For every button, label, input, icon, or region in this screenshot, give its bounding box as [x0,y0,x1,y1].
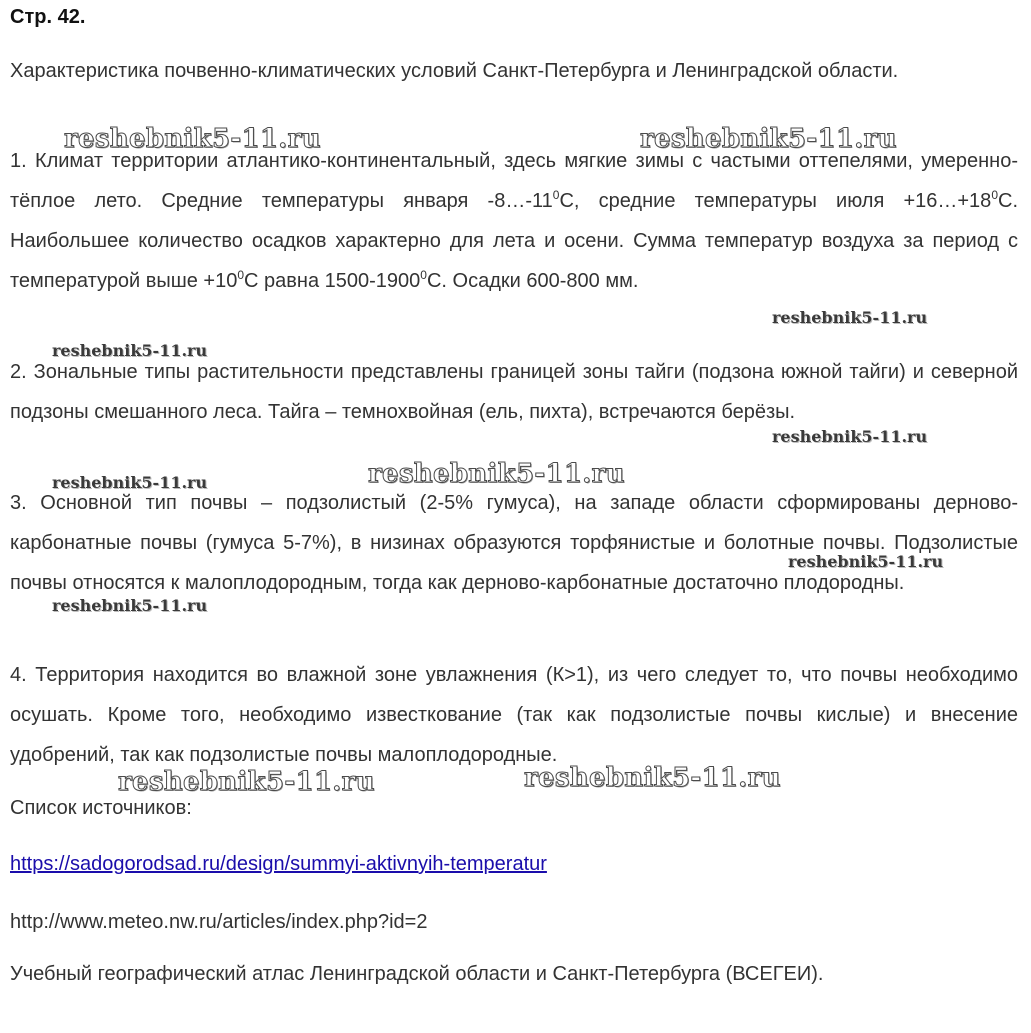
watermark-logo: reshebnik5-11.ru [52,473,208,492]
watermark-logo: reshebnik5-11.ru [772,308,928,327]
page-title: Стр. 42. [10,6,86,28]
watermark-logo: reshebnik5-11.ru [772,427,928,446]
moisture-paragraph: 4. Территория находится во влажной зоне увлажнения (К>1), из чего следует то, что почвы необходимо осушать. Кроме того, необходимо известкование (так как подзолистые почвы кислые) и внесение удобрений, так как подзолистые почвы малоплодородные. [10,664,1018,766]
soils-paragraph: 3. Основной тип почвы – подзолистый (2-5% гумуса), на западе области сформированы дерново-карбонатные почвы (гумуса 5-7%), в низинах образуются торфянистые и болотные почвы. Подзолистые почвы относятся к малоплодородным, тогда как дерново-карбонатные достаточно плодородны. [10,492,1018,594]
watermark-logo: reshebnik5-11.ru [118,767,375,797]
degree-mark: 0 [237,268,245,282]
intro-paragraph: Характеристика почвенно-климатических условий Санкт-Петербурга и Ленинградской области. [10,60,899,82]
climate-text-2: С, средние температуры июля +16…+18 [559,190,992,212]
climate-paragraph [10,141,1018,301]
watermark-logo: reshebnik5-11.ru [368,459,625,489]
source-atlas: Учебный географический атлас Ленинградской области и Санкт-Петербурга (ВСЕГЕИ). [10,963,824,985]
degree-mark: 0 [420,268,427,282]
watermark-logo: reshebnik5-11.ru [788,552,944,571]
source-meteo-url: http://www.meteo.nw.ru/articles/index.php?id=2 [10,911,428,933]
watermark-logo: reshebnik5-11.ru [52,596,208,615]
climate-text-3: С. Наибольшее количество осадков характерно для лета и осени. Сумма температур воздуха за период с температурой выше +10 [10,190,1018,292]
source-link-sadogorodsad[interactable]: https://sadogorodsad.ru/design/summyi-aktivnyih-temperatur [10,853,547,875]
watermark-logo: reshebnik5-11.ru [64,124,321,154]
watermark-logo: reshebnik5-11.ru [640,124,897,154]
climate-text-1: 1. Климат территории атлантико-континентальный, здесь мягкие зимы с частыми оттепелями, умеренно-тёплое лето. Средние температуры января -8…-11 [10,150,1018,212]
watermark-logo: reshebnik5-11.ru [52,341,208,360]
degree-mark: 0 [991,188,998,202]
sources-heading: Список источников: [10,797,192,819]
vegetation-paragraph: 2. Зональные типы растительности представлены границей зоны тайги (подзона южной тайги) и северной подзоны смешанного леса. Тайга – темнохвойная (ель, пихта), встречаются берёзы. [10,361,1018,423]
watermark-logo: reshebnik5-11.ru [524,763,781,793]
degree-mark: 0 [552,188,560,202]
climate-text-4: С равна 1500-1900 [244,270,421,292]
climate-text-5: С. Осадки 600-800 мм. [426,270,639,292]
